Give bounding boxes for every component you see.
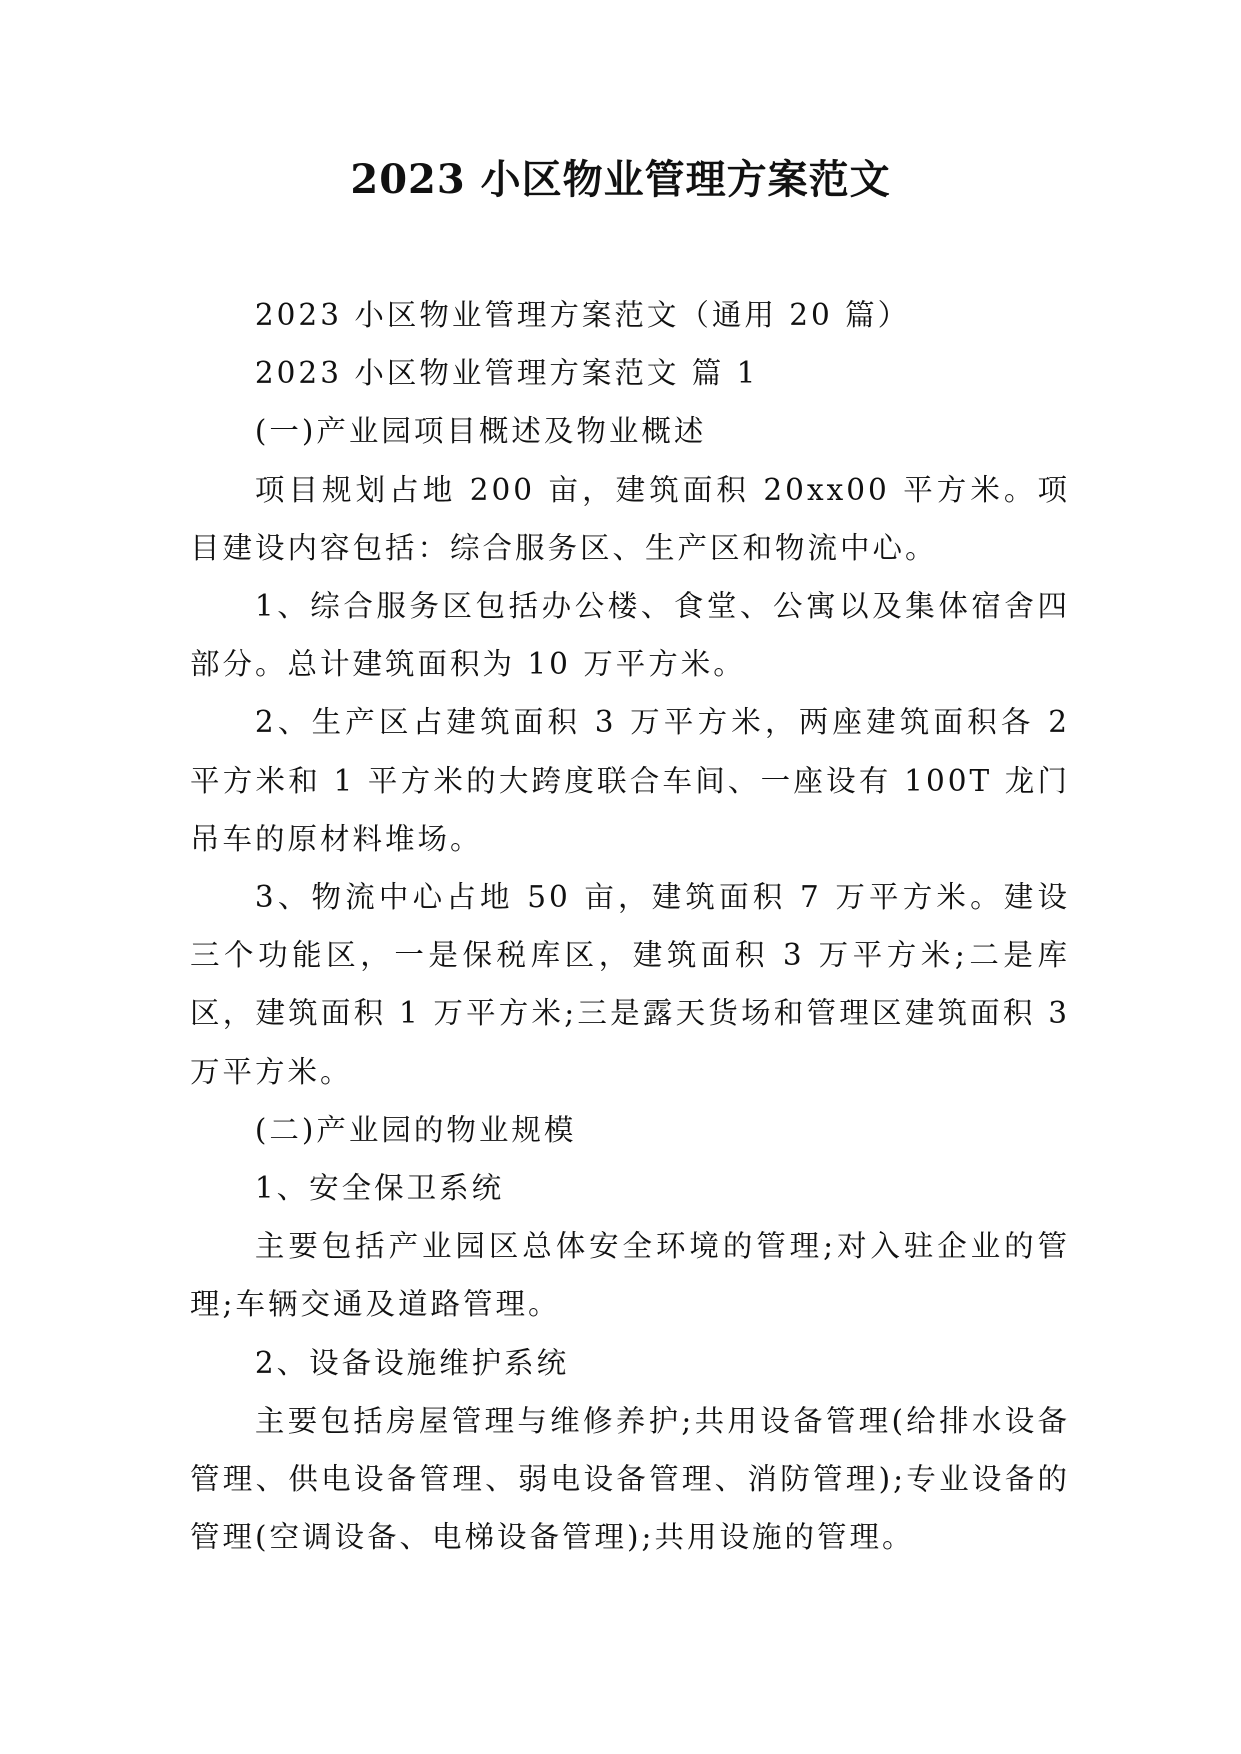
paragraph-security-detail: 主要包括产业园区总体安全环境的管理;对入驻企业的管理;车辆交通及道路管理。 (190, 1229, 1070, 1322)
paragraph-project-plan: 项目规划占地 200 亩，建筑面积 20xx00 平方米。项目建设内容包括：综合服务区、生产区和物流中心。 (190, 472, 1070, 565)
paragraph-maintenance-system: 2、设备设施维护系统 (254, 1345, 570, 1380)
paragraph-heading-overview: (一)产业园项目概述及物业概述 (254, 414, 707, 449)
paragraph-section-heading: 2023 小区物业管理方案范文 篇 1 (254, 356, 759, 391)
paragraph-maintenance-detail: 主要包括房屋管理与维修养护;共用设备管理(给排水设备管理、供电设备管理、弱电设备管理、消防管理);专业设备的管理(空调设备、电梯设备管理);共用设施的管理。 (190, 1403, 1070, 1555)
paragraph-security-system: 1、安全保卫系统 (254, 1171, 505, 1206)
paragraph-service-area: 1、综合服务区包括办公楼、食堂、公寓以及集体宿舍四部分。总计建筑面积为 10 万平方米。 (190, 589, 1070, 682)
page-title: 2023 小区物业管理方案范文 (350, 156, 891, 203)
paragraph-heading-scale: (二)产业园的物业规模 (254, 1112, 577, 1147)
paragraph-logistics-center: 3、物流中心占地 50 亩，建筑面积 7 万平方米。建设三个功能区，一是保税库区，建筑面积 3 万平方米;二是库区，建筑面积 1 万平方米;三是露天货场和管理区建筑面积 3 万平方米。 (190, 880, 1070, 1089)
paragraph-production-area: 2、生产区占建筑面积 3 万平方米，两座建筑面积各 2 平方米和 1 平方米的大跨度联合车间、一座设有 100T 龙门吊车的原材料堆场。 (190, 705, 1070, 856)
paragraph-subtitle: 2023 小区物业管理方案范文（通用 20 篇） (254, 298, 911, 332)
document-body (190, 286, 1070, 1566)
